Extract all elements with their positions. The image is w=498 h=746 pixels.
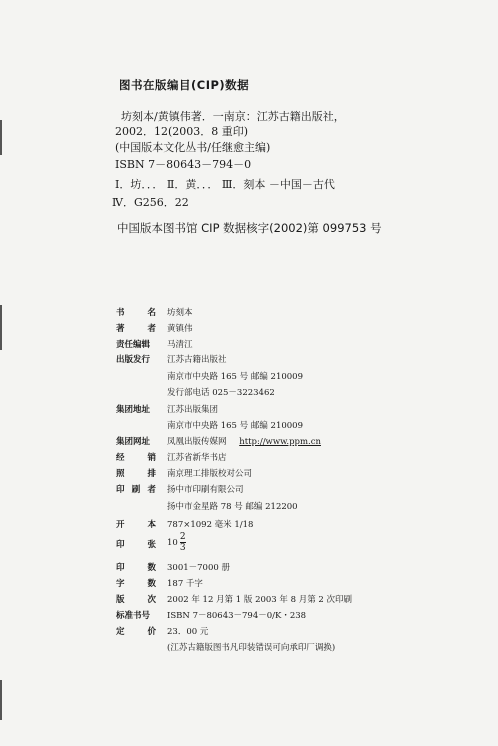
label-char: 本 (147, 520, 156, 530)
label-char: 销 (147, 453, 156, 463)
label-char: 排 (147, 469, 156, 479)
label-char: 书 (116, 308, 125, 318)
row-label (116, 451, 156, 463)
colophon-subline: 南京市中央路 165 号 邮编 210009 (167, 421, 303, 431)
label-char: 印 (116, 563, 125, 573)
row-value: 2002 年 12 月第 1 版 2003 年 8 月第 2 次印刷 (167, 595, 353, 605)
row-value: 江苏省新华书店 (167, 453, 227, 463)
label-char: 数 (147, 579, 156, 589)
row-label (116, 306, 156, 318)
label-char: 定 (116, 627, 125, 637)
label-char: 开 (116, 520, 125, 530)
row-value: 扬中市印刷有限公司 (167, 485, 244, 495)
row-value: 江苏出版集团 (167, 405, 219, 415)
row-label (116, 483, 156, 495)
label-char: 名 (147, 308, 156, 318)
colophon-subline: 南京市中央路 165 号 邮编 210009 (167, 372, 303, 382)
scan-edge-mark (0, 120, 2, 155)
label-char: 字 (116, 579, 125, 589)
row-value: 黄镇伟 (167, 324, 193, 334)
row-label: 集团地址 (116, 405, 151, 415)
row-label: 集团网址 (116, 437, 151, 447)
label-char: 印 (116, 540, 125, 550)
colophon-subline: 发行部电话 025－3223462 (167, 388, 275, 398)
row-label (116, 561, 156, 573)
label-char: 价 (147, 627, 156, 637)
row-label (116, 538, 156, 550)
label-char: 印 (116, 485, 125, 495)
row-value: 马清江 (167, 340, 193, 350)
cip-line: Ⅳ．G256．22 (112, 196, 189, 209)
label-char: 张 (147, 540, 156, 550)
label-char: 经 (116, 453, 125, 463)
cip-line: Ⅰ．坊．．． Ⅱ．黄．．． Ⅲ．刻本 －中国－古代 (115, 178, 335, 191)
label-char: 者 (147, 485, 156, 495)
row-label (116, 518, 156, 530)
cip-line: 坊刻本/黄镇伟著．一南京：江苏古籍出版社， (121, 110, 345, 123)
label-char: 者 (147, 324, 156, 334)
label-char: 刷 (131, 485, 141, 495)
row-label (116, 467, 156, 479)
row-value-text: 凤凰出版传媒网 (167, 437, 227, 447)
scan-edge-mark (0, 680, 2, 720)
row-label (116, 593, 156, 605)
row-value: 江苏古籍出版社 (167, 355, 227, 365)
row-value: 坊刻本 (167, 308, 193, 318)
cip-line: ISBN 7－80643－794－0 (115, 158, 252, 171)
row-value: 187 千字 (167, 579, 203, 589)
row-value: 23．00 元 (167, 627, 209, 637)
website-link[interactable]: http://www.ppm.cn (239, 437, 321, 447)
row-value-text: 10 (167, 538, 178, 548)
row-value (167, 435, 321, 447)
scan-edge-mark (0, 305, 2, 350)
row-label (116, 322, 156, 334)
row-label: 出版发行 (116, 355, 151, 365)
fraction-denominator: 3 (179, 543, 186, 553)
row-label: 标准书号 (116, 611, 151, 621)
row-value: ISBN 7－80643－794－0/K・238 (167, 611, 307, 621)
row-value: 787×1092 毫米 1/18 (167, 520, 254, 530)
row-value (167, 532, 186, 553)
cip-line: (中国版本文化丛书/任继愈主编) (115, 141, 271, 154)
row-label: 责任编辑 (116, 340, 151, 350)
row-label (116, 577, 156, 589)
cip-title: 图书在版编目(CIP)数据 (119, 78, 250, 92)
fraction-numerator: 2 (179, 532, 186, 542)
fraction (180, 532, 186, 553)
cip-approval-number: 中国版本图书馆 CIP 数据核字(2002)第 099753 号 (117, 221, 382, 235)
label-char: 照 (116, 469, 125, 479)
colophon-footer: (江苏古籍版图书凡印装错误可向承印厂调换) (167, 643, 336, 653)
label-char: 著 (116, 324, 125, 334)
row-label (116, 625, 156, 637)
row-value: 南京理工排版校对公司 (167, 469, 253, 479)
colophon-subline: 扬中市金星路 78 号 邮编 212200 (167, 502, 298, 512)
cip-line: 2002．12(2003．8 重印) (115, 125, 249, 138)
label-char: 数 (147, 563, 156, 573)
label-char: 次 (147, 595, 156, 605)
row-value: 3001－7000 册 (167, 563, 230, 573)
label-char: 版 (116, 595, 125, 605)
